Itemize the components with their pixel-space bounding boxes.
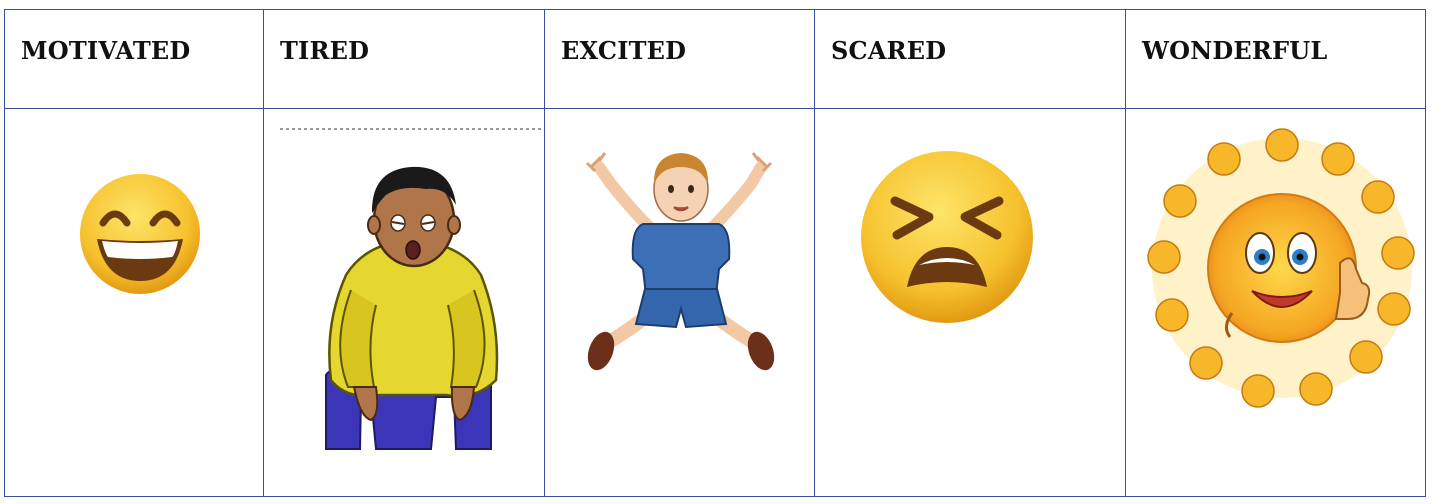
label-excited: EXCITED <box>561 36 687 65</box>
label-tired: TIRED <box>280 36 370 65</box>
tired-face-emoji-icon <box>857 147 1037 327</box>
header-row <box>5 10 1426 109</box>
image-cell-tired <box>264 109 545 497</box>
header-cell-scared <box>815 10 1126 109</box>
header-cell-motivated <box>5 10 264 109</box>
header-cell-excited <box>545 10 815 109</box>
header-cell-tired <box>264 10 545 109</box>
grinning-face-emoji-icon <box>75 169 205 299</box>
tired-boy-illustration-icon <box>276 125 544 451</box>
label-scared: SCARED <box>831 36 947 65</box>
emotions-table <box>4 9 1426 497</box>
image-cell-excited <box>545 109 815 497</box>
image-cell-scared <box>815 109 1126 497</box>
smiling-sun-thumbs-up-illustration-icon <box>1140 123 1424 413</box>
image-cell-wonderful <box>1126 109 1426 497</box>
image-row <box>5 109 1426 497</box>
header-cell-wonderful <box>1126 10 1426 109</box>
excited-jumping-boy-illustration-icon <box>561 129 801 377</box>
label-wonderful: WONDERFUL <box>1142 36 1328 65</box>
label-motivated: MOTIVATED <box>21 36 191 65</box>
image-cell-motivated <box>5 109 264 497</box>
